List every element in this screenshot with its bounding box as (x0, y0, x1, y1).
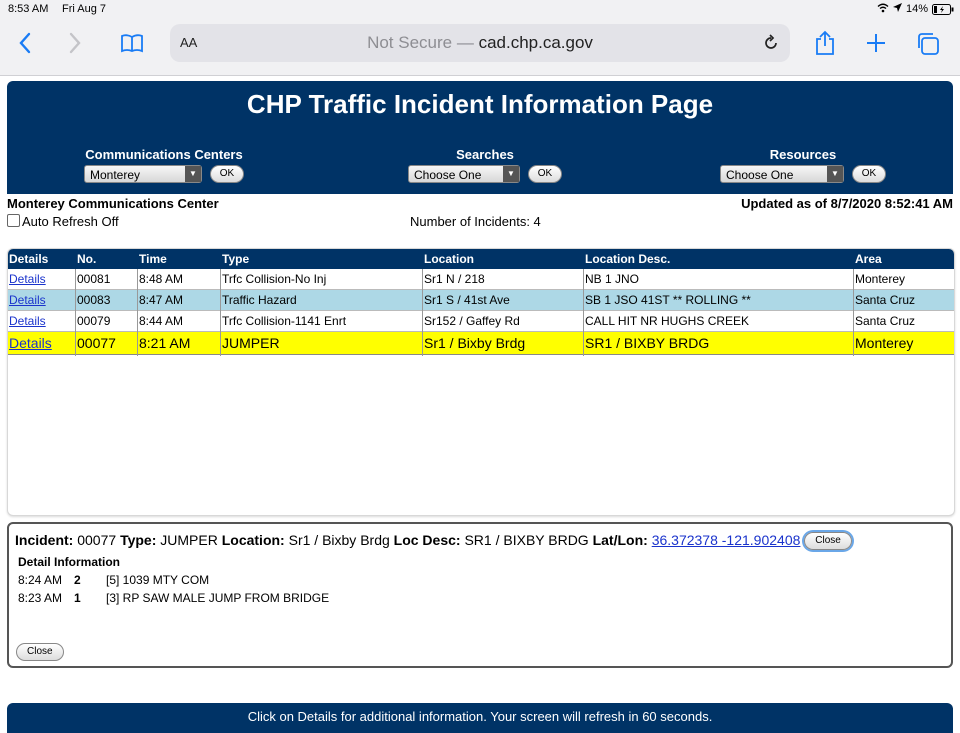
comm-centers-ok-button[interactable]: OK (210, 165, 244, 183)
page-title: CHP Traffic Incident Information Page (246, 89, 714, 119)
resources-label: Resources (769, 147, 837, 162)
incident-location-desc: NB 1 JNO (585, 272, 640, 286)
comm-centers-group (79, 147, 249, 183)
incident-no: 00079 (77, 314, 111, 328)
incident-type: Trfc Collision-No Inj (222, 272, 327, 286)
incident-location: Sr1 S / 41st Ave (424, 293, 510, 307)
table-row (8, 269, 954, 290)
incident-area: Monterey (855, 335, 914, 351)
wifi-icon (877, 3, 889, 16)
incident-no: 00081 (77, 272, 111, 286)
auto-refresh-checkbox[interactable] (7, 214, 20, 227)
tabs-icon[interactable] (916, 32, 940, 61)
searches-label: Searches (456, 147, 514, 162)
entry-num: 2 (74, 573, 81, 587)
details-link[interactable]: Details (9, 293, 46, 307)
comm-centers-value: Monterey (90, 168, 141, 182)
status-date: Fri Aug 7 (62, 3, 107, 15)
page-header (7, 81, 953, 194)
location-label: Location: (221, 532, 285, 548)
incident-location: Sr1 / Bixby Brdg (424, 335, 526, 351)
col-type: Type (222, 252, 250, 266)
incident-location: Sr1 N / 218 (424, 272, 485, 286)
details-link[interactable]: Details (9, 272, 46, 286)
updated-timestamp: Updated as of 8/7/2020 8:52:41 AM (741, 196, 953, 211)
incident-location: Sr152 / Gaffey Rd (424, 314, 520, 328)
incident-type: Trfc Collision-1141 Enrt (222, 314, 347, 328)
resources-ok-button[interactable]: OK (852, 165, 886, 183)
incident-location-desc: SR1 / BIXBY BRDG (585, 335, 710, 351)
table-header (8, 249, 954, 269)
share-icon[interactable] (814, 30, 836, 61)
incident-area: Santa Cruz (855, 314, 916, 328)
security-label: Not Secure — (367, 33, 474, 52)
details-link[interactable]: Details (9, 314, 46, 328)
resources-value: Choose One (726, 168, 794, 182)
col-area: Area (855, 252, 882, 266)
incident-no: 00077 (77, 335, 116, 351)
column-divider (583, 269, 584, 356)
auto-refresh-toggle[interactable] (7, 214, 119, 229)
incident-no: 00083 (77, 293, 111, 307)
back-icon[interactable] (18, 32, 32, 59)
entry-time: 8:24 AM (18, 573, 63, 587)
detail-entry (18, 573, 209, 587)
resources-select[interactable] (720, 165, 844, 183)
footer-text: Click on Details for additional information. Your screen will refresh in 60 seconds. (247, 709, 713, 724)
domain-label: cad.chp.ca.gov (478, 33, 593, 52)
col-details: Details (9, 252, 49, 266)
status-time: 8:53 AM (8, 3, 49, 15)
status-bar (0, 0, 960, 20)
incident-time: 8:21 AM (139, 335, 191, 351)
forward-icon[interactable] (68, 32, 82, 59)
incident-time: 8:48 AM (139, 272, 184, 286)
entry-text: [5] 1039 MTY COM (106, 573, 210, 587)
footer-bar (7, 703, 953, 733)
url-display[interactable] (170, 33, 790, 53)
incident-area: Monterey (855, 272, 906, 286)
column-divider (137, 269, 138, 356)
incident-time: 8:47 AM (139, 293, 184, 307)
searches-value: Choose One (414, 168, 482, 182)
new-tab-icon[interactable] (865, 32, 887, 59)
entry-text: [3] RP SAW MALE JUMP FROM BRIDGE (106, 591, 330, 605)
table-row (8, 311, 954, 332)
loc-desc-label: Loc Desc: (393, 532, 461, 548)
close-button-bottom[interactable]: Close (16, 643, 64, 661)
text-size-button[interactable]: AA (180, 35, 198, 50)
incident-time: 8:44 AM (139, 314, 184, 328)
searches-select[interactable] (408, 165, 520, 183)
table-row-selected (8, 332, 954, 355)
col-location: Location (424, 252, 474, 266)
col-location-desc: Location Desc. (585, 252, 671, 266)
incident-type: Traffic Hazard (222, 293, 297, 307)
close-button-top[interactable]: Close (804, 532, 852, 550)
table-row (8, 290, 954, 311)
address-bar[interactable] (170, 24, 790, 62)
incident-table (7, 248, 955, 516)
entry-num: 1 (74, 591, 81, 605)
incident-location-desc: SR1 / BIXBY BRDG (464, 532, 589, 548)
bookmarks-icon[interactable] (120, 33, 144, 58)
detail-info-title: Detail Information (18, 555, 121, 569)
searches-group (405, 147, 565, 183)
col-time: Time (139, 252, 167, 266)
incident-type: JUMPER (222, 335, 280, 351)
incident-detail-panel (7, 522, 953, 668)
battery-percent: 14% (906, 3, 929, 15)
browser-toolbar (0, 20, 960, 76)
comm-centers-label: Communications Centers (85, 147, 243, 162)
center-name: Monterey Communications Center (7, 196, 219, 211)
latlon-link[interactable]: 36.372378 -121.902408 (651, 532, 801, 548)
entry-time: 8:23 AM (18, 591, 63, 605)
chevron-down-icon: ▼ (827, 166, 843, 182)
resources-group (714, 147, 892, 183)
incident-number: 00077 (77, 532, 117, 548)
details-link[interactable]: Details (9, 335, 52, 351)
reload-icon[interactable] (762, 34, 780, 57)
column-divider (422, 269, 423, 356)
battery-icon (932, 4, 954, 18)
column-divider (220, 269, 221, 356)
comm-centers-select[interactable] (84, 165, 202, 183)
incident-label: Incident: (15, 532, 74, 548)
chevron-down-icon: ▼ (185, 166, 201, 182)
chevron-down-icon: ▼ (503, 166, 519, 182)
incident-location: Sr1 / Bixby Brdg (288, 532, 390, 548)
detail-entry (18, 591, 329, 605)
incident-type: JUMPER (160, 532, 218, 548)
location-arrow-icon (893, 3, 902, 15)
incident-count: Number of Incidents: 4 (410, 214, 541, 229)
incident-summary (15, 532, 852, 550)
searches-ok-button[interactable]: OK (528, 165, 562, 183)
column-divider (75, 269, 76, 356)
incident-location-desc: SB 1 JSO 41ST ** ROLLING ** (585, 293, 751, 307)
latlon-label: Lat/Lon: (592, 532, 648, 548)
type-label: Type: (120, 532, 157, 548)
incident-location-desc: CALL HIT NR HUGHS CREEK (585, 314, 750, 328)
auto-refresh-label: Auto Refresh Off (22, 214, 119, 229)
incident-area: Santa Cruz (855, 293, 916, 307)
col-no: No. (77, 252, 97, 266)
column-divider (853, 269, 854, 356)
